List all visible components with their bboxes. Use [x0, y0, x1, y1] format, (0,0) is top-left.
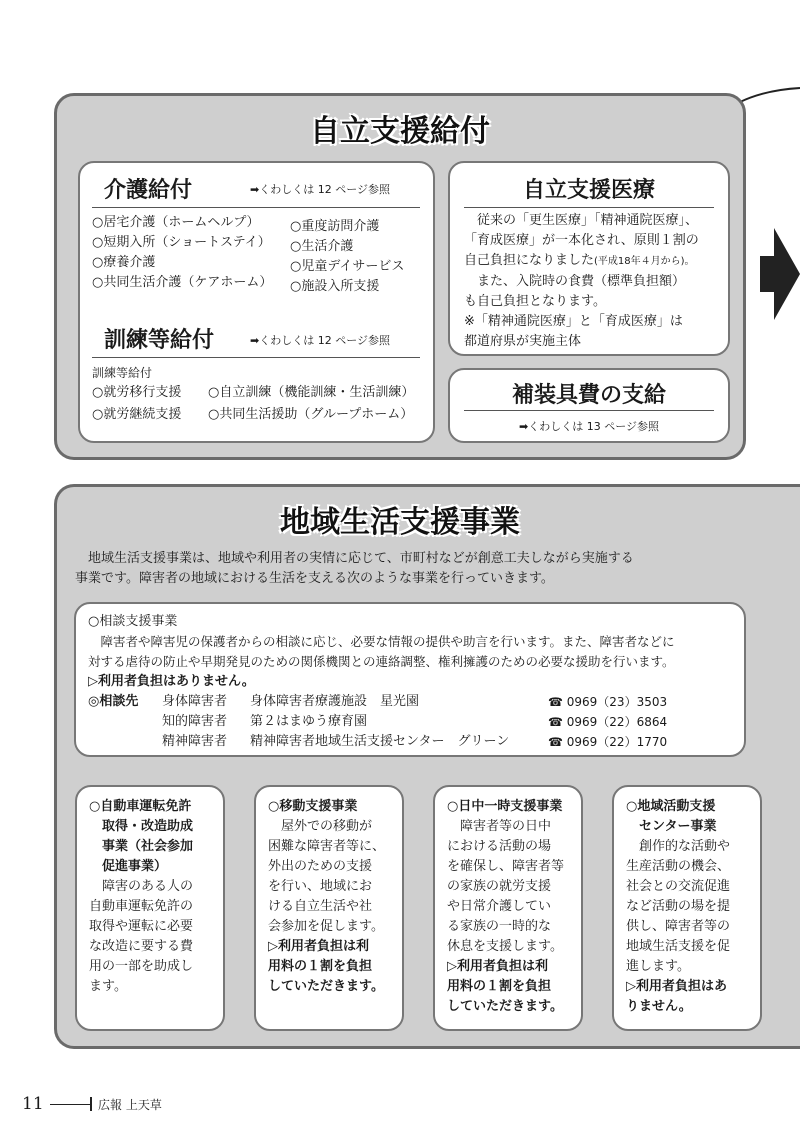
kaigo-heading: 介護給付: [104, 178, 193, 203]
card-idou-shien: ○移動支援事業 屋外での移動が 困難な障害者等に、 外出のための支援 を行い、地域にお ける自立生活や社 会参加を促します。 ▷利用者負担は利 用料の１割を負担 していただきます。: [254, 785, 404, 1031]
section-title: 自立支援給付: [310, 114, 490, 149]
soudan-heading: ○相談支援事業: [88, 614, 178, 629]
footer-tick: [90, 1097, 92, 1111]
hosogu-heading: 補装具費の支給: [511, 383, 666, 408]
contact-label: ◎相談先: [88, 694, 139, 709]
hosogu-ref: ➡くわしくは 13 ページ参照: [519, 420, 659, 433]
contact-place: 身体障害者療護施設 星光園: [250, 694, 420, 709]
kunren-item: ○共同生活援助（グループホーム）: [208, 407, 414, 422]
publication-name: 広報 上天草: [98, 1098, 162, 1112]
page-number: 11: [22, 1094, 44, 1114]
list-item: ○短期入所（ショートステイ）: [92, 235, 271, 250]
iryo-heading: 自立支援医療: [522, 178, 655, 203]
soudan-body: 対する虐待の防止や早期発見のための関係機関との連絡調整、権利擁護のための必要な援助を行います。: [88, 654, 675, 669]
kaigo-kunren-box: [78, 161, 435, 443]
contact-type: 精神障害者: [162, 734, 228, 749]
contact-tel: ☎ 0969（23）3503: [548, 695, 668, 709]
kaigo-left-list: [92, 213, 272, 293]
kunren-item: ○自立訓練（機能訓練・生活訓練）: [208, 385, 415, 400]
contact-place: 精神障害者地域生活支援センター グリーン: [250, 734, 510, 749]
list-item: ○居宅介護（ホームヘルプ）: [92, 215, 260, 230]
kunren-item: ○就労継続支援: [92, 407, 182, 422]
kaigo-ref: ➡くわしくは 12 ページ参照: [250, 183, 390, 196]
right-arrow-icon: [760, 228, 800, 320]
kunren-heading: 訓練等給付: [104, 328, 215, 353]
list-item: ○施設入所支援: [290, 279, 380, 294]
card-nicchu-ichiji: ○日中一時支援事業 障害者等の日中 における活動の場 を確保し、障害者等 の家族の就労支援 や日常介護してい る家族の一時的な 休息を支援します。 ▷利用者負担は利 用料の１割を負担 していただきます。: [433, 785, 583, 1031]
soudan-shien-box: [74, 602, 746, 757]
chiiki-seikatsu-panel: [54, 484, 800, 1049]
contact-place: 第２はまゆう療育園: [250, 714, 368, 729]
footer-rule: [50, 1104, 90, 1105]
list-item: ○重度訪問介護: [290, 219, 380, 234]
contact-tel: ☎ 0969（22）6864: [548, 715, 668, 729]
list-item: ○共同生活介護（ケアホーム）: [92, 275, 273, 290]
kunren-item: ○就労移行支援: [92, 385, 182, 400]
list-item: ○療養介護: [92, 255, 156, 270]
iryo-text: 従来の「更生医療」「精神通院医療」、 「育成医療」が一本化され、原則１割の 自己負担になりました(平成18年４月から)。 また、入院時の食費（標準負担額） も自己負担となります。 ※「精神通院医療」と「育成医療」は 都道府県が実施主体: [464, 213, 699, 349]
jiritsu-shien-panel: [54, 93, 746, 460]
contact-tel: ☎ 0969（22）1770: [548, 735, 668, 749]
hosogu-box: [448, 368, 730, 443]
intro-text: 地域生活支援事業は、地域や利用者の実情に応じて、市町村などが創意工夫しながら実施する 事業です。障害者の地域における生活を支える次のような事業を行っていきます。: [75, 551, 634, 586]
kunren-sub: 訓練等給付: [92, 366, 153, 380]
kaigo-right-list: [290, 217, 404, 297]
soudan-burden: ▷利用者負担はありません。: [88, 674, 255, 689]
card-jidousha: ○自動車運転免許 取得・改造助成 事業（社会参加 促進事業） 障害のある人の 自動車運転免許の 取得や運転に必要 な改造に要する費 用の一部を助成し ます。: [75, 785, 225, 1031]
kunren-ref: ➡くわしくは 12 ページ参照: [250, 334, 390, 347]
soudan-body: 障害者や障害児の保護者からの相談に応じ、必要な情報の提供や助言を行います。また、障害者などに: [100, 634, 675, 649]
section-title: 地域生活支援事業: [280, 505, 520, 540]
jiritsu-iryo-box: [448, 161, 730, 356]
contact-type: 身体障害者: [162, 694, 228, 709]
card-chiiki-katsudou: ○地域活動支援 センター事業 創作的な活動や 生産活動の機会、 社会との交流促進 など活動の場を提 供し、障害者等の 地域生活支援を促 進します。 ▷利用者負担はあ りません。: [612, 785, 762, 1031]
list-item: ○児童デイサービス: [290, 259, 405, 274]
contact-type: 知的障害者: [162, 714, 228, 729]
list-item: ○生活介護: [290, 239, 354, 254]
